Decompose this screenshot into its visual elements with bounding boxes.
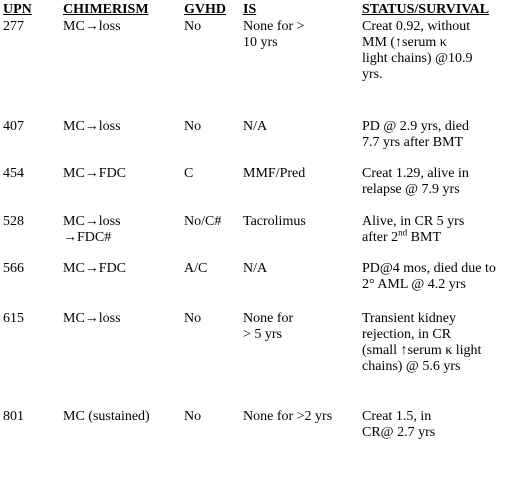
cell-line: 407 xyxy=(3,119,24,134)
cell-chimerism xyxy=(63,19,121,35)
cell-line: MC→loss xyxy=(63,119,121,134)
cell-line: chains) @ 5.6 yrs xyxy=(362,359,461,374)
cell-upn xyxy=(3,214,24,230)
cell-line: No xyxy=(184,311,202,326)
cell-status xyxy=(362,19,473,83)
cell-upn xyxy=(3,311,24,327)
cell-line: (small ↑serum κ light xyxy=(362,343,482,358)
cell-line: > 5 yrs xyxy=(243,327,283,342)
cell-line: yrs. xyxy=(362,67,383,82)
cell-line: MC→FDC xyxy=(63,261,127,276)
cell-chimerism xyxy=(63,119,121,135)
cell-line: None for xyxy=(243,311,294,326)
cell-line: 454 xyxy=(3,166,24,181)
cell-line: Creat 1.29, alive in xyxy=(362,166,469,181)
cell-line: CR@ 2.7 yrs xyxy=(362,425,436,440)
cell-line: MMF/Pred xyxy=(243,166,306,181)
ordinal-suffix: nd xyxy=(398,227,408,238)
cell-chimerism xyxy=(63,409,150,425)
cell-line xyxy=(362,227,464,246)
cell-line: rejection, in CR xyxy=(362,327,452,342)
cell-gvhd xyxy=(184,409,201,425)
cell-line: 566 xyxy=(3,261,24,276)
cell-gvhd xyxy=(184,166,193,182)
header-status: STATUS/SURVIVAL xyxy=(362,2,490,17)
cell-line: MM (↑serum κ xyxy=(362,35,447,50)
cell-line: Creat 0.92, without xyxy=(362,19,471,34)
cell-line: Tacrolimus xyxy=(243,214,306,229)
cell-is xyxy=(243,261,267,277)
header-chimerism: CHIMERISM xyxy=(63,2,149,17)
status-text: after 2 xyxy=(362,230,399,245)
header-is: IS xyxy=(243,2,257,17)
cell-status xyxy=(362,166,469,198)
cell-gvhd xyxy=(184,19,201,35)
cell-line: 528 xyxy=(3,214,24,229)
cell-line: 2° AML @ 4.2 yrs xyxy=(362,277,466,292)
cell-line: A/C xyxy=(184,261,208,276)
cell-is xyxy=(243,19,305,51)
cell-chimerism xyxy=(63,214,121,246)
cell-line: N/A xyxy=(243,261,268,276)
cell-line: 10 yrs xyxy=(243,35,278,50)
cell-chimerism xyxy=(63,261,126,277)
cell-line: MC→FDC xyxy=(63,166,127,181)
cell-line: relapse @ 7.9 yrs xyxy=(362,182,460,197)
cell-upn xyxy=(3,261,24,277)
cell-line: MC→loss xyxy=(63,19,121,34)
cell-status xyxy=(362,214,464,246)
cell-gvhd xyxy=(184,214,221,230)
cell-line: 615 xyxy=(3,311,24,326)
cell-line: C xyxy=(184,166,194,181)
cell-line: PD @ 2.9 yrs, died xyxy=(362,119,470,134)
cell-line: MC (sustained) xyxy=(63,409,150,424)
cell-line: No/C# xyxy=(184,214,222,229)
status-text: BMT xyxy=(407,230,441,245)
cell-upn xyxy=(3,19,24,35)
cell-upn xyxy=(3,119,24,135)
cell-status xyxy=(362,311,481,375)
cell-line: →FDC# xyxy=(63,230,112,245)
cell-line: MC→loss xyxy=(63,214,121,229)
cell-is xyxy=(243,214,306,230)
header-gvhd: GVHD xyxy=(184,2,226,17)
cell-line: N/A xyxy=(243,119,268,134)
cell-line: None for >2 yrs xyxy=(243,409,333,424)
cell-is xyxy=(243,119,267,135)
cell-gvhd xyxy=(184,261,207,277)
cell-line: Creat 1.5, in xyxy=(362,409,432,424)
cell-upn xyxy=(3,409,24,425)
cell-status xyxy=(362,119,469,151)
cell-is xyxy=(243,311,293,343)
cell-is xyxy=(243,409,332,425)
cell-line: Alive, in CR 5 yrs xyxy=(362,214,465,229)
cell-line: PD@4 mos, died due to xyxy=(362,261,496,276)
cell-line: No xyxy=(184,19,202,34)
cell-line: No xyxy=(184,119,202,134)
cell-line: light chains) @10.9 xyxy=(362,51,473,66)
cell-chimerism xyxy=(63,166,126,182)
cell-line: No xyxy=(184,409,202,424)
cell-line: None for > xyxy=(243,19,305,34)
cell-line: MC→loss xyxy=(63,311,121,326)
cell-chimerism xyxy=(63,311,121,327)
header-upn: UPN xyxy=(3,2,32,17)
cell-line: 7.7 yrs after BMT xyxy=(362,135,464,150)
cell-line: Transient kidney xyxy=(362,311,456,326)
cell-upn xyxy=(3,166,24,182)
cell-status xyxy=(362,261,496,293)
cell-is xyxy=(243,166,305,182)
cell-gvhd xyxy=(184,119,201,135)
cell-status xyxy=(362,409,435,441)
cell-line: 801 xyxy=(3,409,24,424)
cell-gvhd xyxy=(184,311,201,327)
cell-line: 277 xyxy=(3,19,24,34)
